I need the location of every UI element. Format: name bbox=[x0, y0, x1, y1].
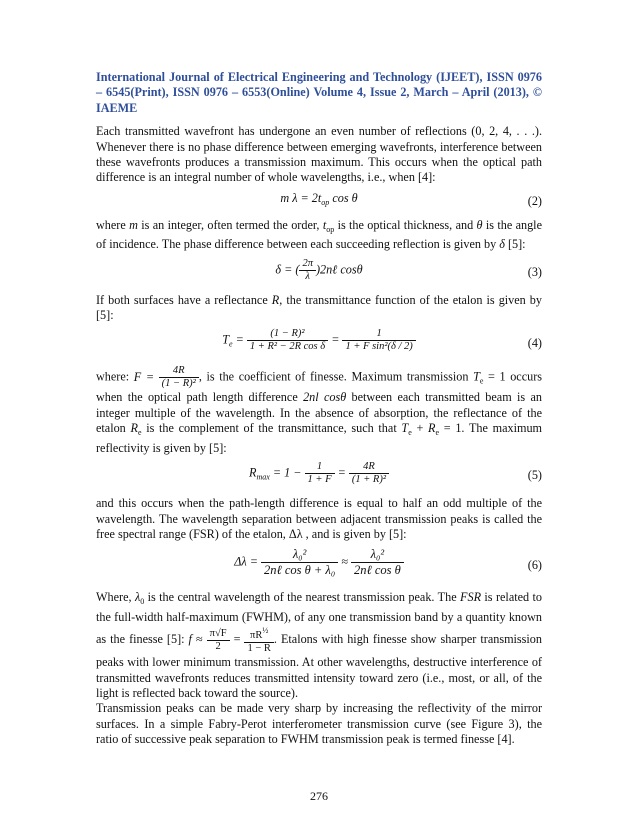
journal-header: International Journal of Electrical Engineering and Technology (IJEET), ISSN 0976 – 6545(Print), ISSN 0976 – 6553(Online) Volume 4, Issue 2, March – April (2013), © IAEME bbox=[96, 70, 542, 115]
paragraph-2: where m is an integer, often termed the order, $t_{op}$ is the optical thickness, and θ is the angle of incidence. The phase difference between each succeeding reflection is given by δ [5]: bbox=[96, 217, 542, 252]
equation-number: (5) bbox=[527, 468, 542, 483]
equation-number: (3) bbox=[527, 264, 542, 279]
equation-number: (4) bbox=[527, 336, 542, 351]
equation-4: $T_e$ = $\frac{\text{(1 − R)²}}{\text{1 + R² − 2R cos δ}}$ = $\frac{1}{\text{1 + F sin²(δ / 2)}}$ (4) bbox=[222, 328, 542, 353]
paragraph-6: Where, $\lambda_0$ is the central wavelength of the nearest transmission peak. The FSR is related to the full-width half-maximum (FWHM), of any one transmission band by a quantity known as the finesse [5]: f ≈ $\frac{\pi√F}{2}$ = $\frac{\pi R^{\frac{1}{2}}}{1 - R}$ . Etalons with high finesse show sharper transmission peaks with lower minimum transmission. At other wavelengths, destructive interference of transmitted wavefronts reduces transmitted intensity toward zero (i.e., most, or all, of the light is reflected back toward the source). bbox=[96, 590, 543, 700]
paragraph-3: If both surfaces have a reflectance R, the transmittance function of the etalon is given by [5]: bbox=[96, 292, 542, 323]
equation-6: Δλ = $\frac{\text{λ₀²}}{\text{2nℓ cos θ + λ₀}}$ ≈ $\frac{\text{λ₀²}}{\text{2nℓ cos θ}}$ (6) bbox=[234, 547, 542, 578]
equation-3: δ = ( $\frac{2\pi}{\lambda}$ )2nℓ cosθ (3) bbox=[275, 257, 542, 282]
equation-5: $R_{max} = 1$ − $\frac{1}{1 + F}$ = $\frac{4R}{\text{(1 + R)²}}$ (5) bbox=[249, 461, 542, 486]
equation-number: (2) bbox=[527, 193, 542, 208]
equation-2: m $\lambda = 2t_{op}$ cos θ (2) bbox=[280, 190, 542, 208]
paragraph-1: Each transmitted wavefront has undergone an even number of reflections (0, 2, 4, . . .). Whenever there is no phase difference between emerging wavefronts, interference between these wavefronts produces a transmission maximum. This occurs when the optical path difference is an integral number of whole wavelengths, i.e., when [4]: bbox=[96, 124, 542, 185]
paragraph-5: and this occurs when the path-length difference is equal to half an odd multiple of the wavelength. The wavelength separation between adjacent transmission peaks is called the free spectral range (FSR) of the etalon, Δλ , and is given by [5]: bbox=[96, 496, 542, 541]
page-content bbox=[96, 70, 542, 748]
equation-number: (6) bbox=[527, 558, 542, 573]
page-number: 276 bbox=[310, 789, 328, 803]
paragraph-4: where: F = $\frac{4R}{\text{(1 − R)²}}$ , is the coefficient of finesse. Maximum transmission $T_e = 1$ occurs when the optical path length difference 2nl cosθ between each transmitted beam is an integer multiple of the wavelength. In the absence of absorption, the reflectance of the etalon $R_e$ is the complement of the transmittance, such that $T_e + R_e = 1$. The maximum reflectivity is given by [5]: bbox=[96, 365, 543, 455]
paragraph-7: Transmission peaks can be made very sharp by increasing the reflectivity of the mirror surfaces. In a simple Fabry-Perot interferometer transmission curve (see Figure 3), the ratio of successive peak separation to FWHM transmission peak is termed finesse [4]. bbox=[96, 701, 542, 747]
